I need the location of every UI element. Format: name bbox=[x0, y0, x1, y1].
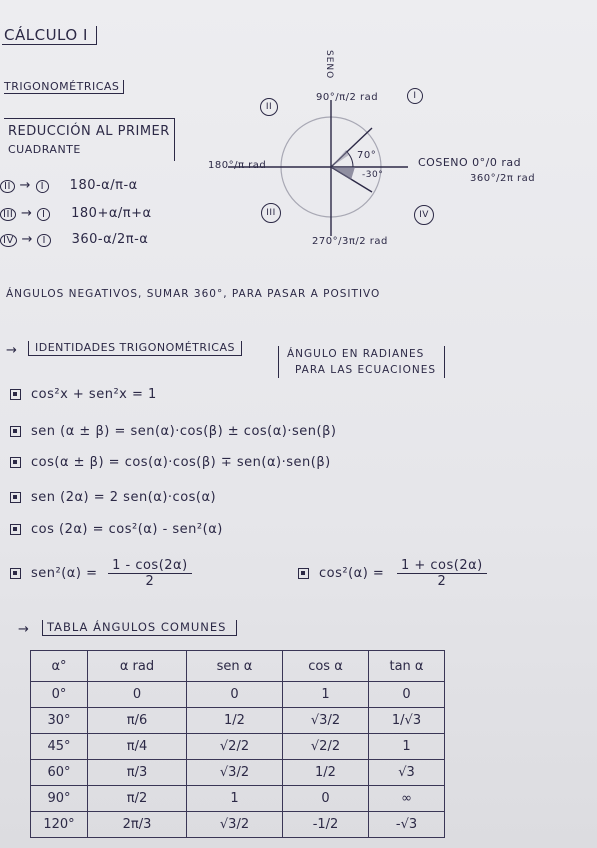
quadrant-badge-to: I bbox=[37, 234, 50, 247]
quadrant-label-iii: III bbox=[261, 203, 281, 223]
table-cell: 90° bbox=[31, 786, 88, 812]
label-90: 90°/π/2 rad bbox=[316, 92, 379, 103]
identity-text: cos²x + sen²x = 1 bbox=[31, 387, 157, 402]
table-cell: 0 bbox=[369, 682, 445, 708]
fraction-denominator: 2 bbox=[145, 574, 155, 589]
radianes-note bbox=[278, 346, 445, 378]
identity-cos-double bbox=[10, 522, 223, 537]
table-cell: 30° bbox=[31, 708, 88, 734]
table-cell: -1/2 bbox=[283, 812, 369, 838]
negative-angles-note: ÁNGULOS NEGATIVOS, SUMAR 360°, PARA PASAR A POSITIVO bbox=[6, 288, 381, 300]
table-cell: √3/2 bbox=[187, 760, 283, 786]
identity-cos-sum bbox=[10, 455, 331, 470]
seno-axis-label: SENO bbox=[324, 50, 334, 80]
checkbox-icon bbox=[10, 457, 21, 468]
label-360: 360°/2π rad bbox=[470, 173, 536, 184]
reduccion-line-2: CUADRANTE bbox=[8, 143, 81, 156]
tabla-heading: TABLA ÁNGULOS COMUNES bbox=[42, 620, 237, 636]
label-0-coseno: COSENO 0°/0 rad bbox=[418, 156, 522, 169]
reduccion-line-1: REDUCCIÓN AL PRIMER bbox=[8, 124, 170, 139]
identity-sen-squared bbox=[10, 558, 192, 589]
radianes-note-line-1: ÁNGULO EN RADIANES bbox=[287, 348, 425, 360]
table-cell: π/3 bbox=[88, 760, 187, 786]
section-trigonometricas: TRIGONOMÉTRICAS bbox=[4, 80, 124, 94]
label-180: 180°/π rad bbox=[208, 160, 267, 171]
quadrant-badge-to: I bbox=[37, 208, 50, 221]
identity-lhs: sen²(α) = bbox=[31, 566, 98, 581]
arrow-icon: → bbox=[6, 343, 18, 358]
table-cell: √2/2 bbox=[283, 734, 369, 760]
identity-text: cos (2α) = cos²(α) - sen²(α) bbox=[31, 522, 223, 537]
identity-lhs: cos²(α) = bbox=[319, 566, 385, 581]
table-cell: 120° bbox=[31, 812, 88, 838]
quadrant-label-i: I bbox=[407, 88, 423, 104]
table-cell: ∞ bbox=[369, 786, 445, 812]
quadrant-badge-from: IV bbox=[0, 234, 17, 247]
table-cell: π/4 bbox=[88, 734, 187, 760]
table-cell: √3/2 bbox=[187, 812, 283, 838]
checkbox-icon bbox=[10, 426, 21, 437]
table-row bbox=[31, 812, 445, 838]
quadrant-label-iv: IV bbox=[414, 205, 434, 225]
identity-cos-squared bbox=[298, 558, 487, 589]
table-cell: √3/2 bbox=[283, 708, 369, 734]
checkbox-icon bbox=[10, 568, 21, 579]
fraction-denominator: 2 bbox=[437, 574, 447, 589]
identity-sen-double bbox=[10, 490, 216, 505]
quadrant-label-ii: II bbox=[260, 98, 278, 116]
common-angles-table bbox=[30, 650, 445, 838]
angle-70-label: 70° bbox=[357, 150, 377, 161]
checkbox-icon bbox=[10, 389, 21, 400]
table-cell: π/2 bbox=[88, 786, 187, 812]
table-cell: 1/2 bbox=[187, 708, 283, 734]
quadrant-badge-from: II bbox=[0, 180, 15, 193]
identity-pythagorean bbox=[10, 387, 157, 402]
table-cell: 1 bbox=[369, 734, 445, 760]
table-cell: π/6 bbox=[88, 708, 187, 734]
table-cell: 1 bbox=[283, 682, 369, 708]
rule-text: 180-α/π-α bbox=[69, 178, 138, 193]
identity-text: cos(α ± β) = cos(α)·cos(β) ∓ sen(α)·sen(β) bbox=[31, 455, 331, 470]
fraction bbox=[108, 558, 192, 589]
arrow-icon: → bbox=[18, 622, 30, 637]
table-cell: 2π/3 bbox=[88, 812, 187, 838]
table-row bbox=[31, 734, 445, 760]
table-cell: 0 bbox=[88, 682, 187, 708]
fraction bbox=[397, 558, 487, 589]
identidades-heading: IDENTIDADES TRIGONOMÉTRICAS bbox=[28, 341, 242, 356]
table-cell: 0 bbox=[283, 786, 369, 812]
table-header-row bbox=[31, 651, 445, 682]
table-cell: √3 bbox=[369, 760, 445, 786]
table-cell: √2/2 bbox=[187, 734, 283, 760]
table-cell: 1/2 bbox=[283, 760, 369, 786]
arrow-icon: → bbox=[19, 178, 36, 193]
identity-text: sen (2α) = 2 sen(α)·cos(α) bbox=[31, 490, 217, 505]
table-row bbox=[31, 760, 445, 786]
table-row bbox=[31, 786, 445, 812]
header-cell: sen α bbox=[187, 651, 283, 682]
quadrant-badge-from: III bbox=[0, 208, 16, 221]
table-cell: 60° bbox=[31, 760, 88, 786]
rule-text: 360-α/2π-α bbox=[71, 232, 149, 247]
table-cell: 1/√3 bbox=[369, 708, 445, 734]
angle-neg30-label: -30° bbox=[362, 170, 384, 180]
table-row bbox=[31, 708, 445, 734]
header-cell: tan α bbox=[369, 651, 445, 682]
fraction-numerator: 1 - cos(2α) bbox=[108, 558, 192, 574]
table-cell: -√3 bbox=[369, 812, 445, 838]
fraction-numerator: 1 + cos(2α) bbox=[397, 558, 487, 574]
page-title: CÁLCULO I bbox=[2, 26, 97, 45]
shaded-angle-neg30 bbox=[331, 167, 355, 180]
checkbox-icon bbox=[298, 568, 309, 579]
quadrant-badge-to: I bbox=[36, 180, 49, 193]
table-cell: 45° bbox=[31, 734, 88, 760]
header-cell: cos α bbox=[283, 651, 369, 682]
header-cell: α° bbox=[31, 651, 88, 682]
arrow-icon: → bbox=[21, 232, 38, 247]
identity-sen-sum bbox=[10, 424, 336, 439]
table-cell: 0 bbox=[187, 682, 283, 708]
radianes-note-line-2: PARA LAS ECUACIONES bbox=[295, 364, 437, 376]
shaded-angle-70 bbox=[331, 150, 349, 167]
table-row bbox=[31, 682, 445, 708]
label-270: 270°/3π/2 rad bbox=[312, 236, 388, 247]
checkbox-icon bbox=[10, 524, 21, 535]
table-cell: 0° bbox=[31, 682, 88, 708]
arrow-icon: → bbox=[21, 206, 38, 221]
table-cell: 1 bbox=[187, 786, 283, 812]
header-cell: α rad bbox=[88, 651, 187, 682]
identity-text: sen (α ± β) = sen(α)·cos(β) ± cos(α)·sen(β) bbox=[31, 424, 337, 439]
checkbox-icon bbox=[10, 492, 21, 503]
rule-text: 180+α/π+α bbox=[71, 206, 152, 221]
